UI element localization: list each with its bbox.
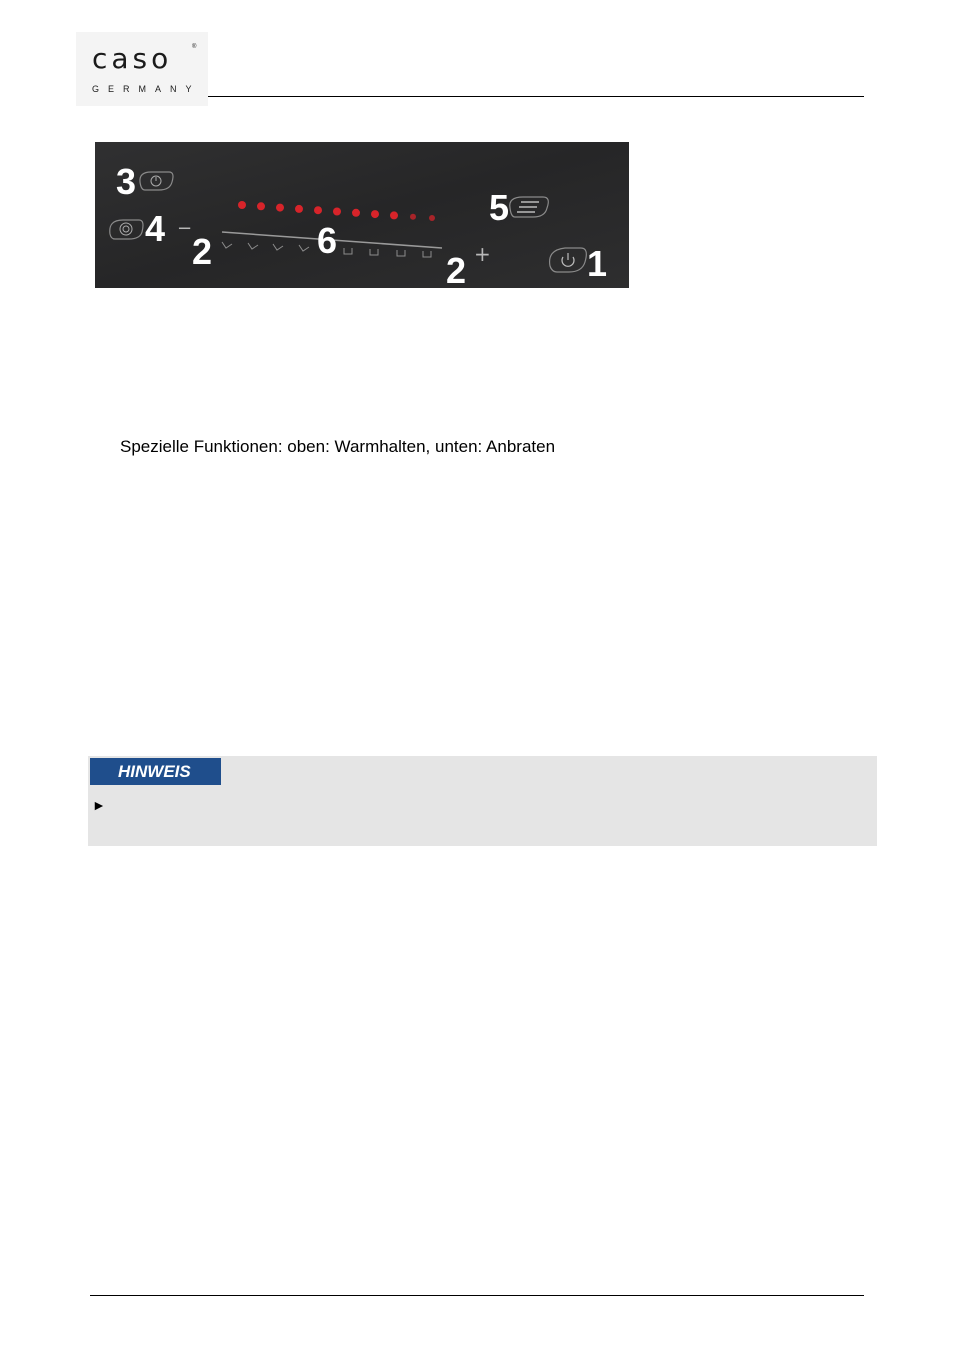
special-functions-line: [120, 437, 555, 457]
led-dot: [238, 201, 246, 209]
label-1: 1: [587, 243, 608, 284]
led-dot: [276, 204, 284, 212]
led-dot: [410, 214, 416, 220]
hinweis-badge-label: HINWEIS: [118, 762, 191, 781]
control-panel-image: [95, 142, 629, 288]
header-rule: [208, 96, 864, 97]
logo-subline: GERMANY: [92, 84, 201, 94]
led-dot: [390, 211, 398, 219]
footer-rule: [90, 1295, 864, 1296]
bullet-arrow-icon: ►: [92, 797, 106, 813]
label-4: 4: [145, 208, 166, 249]
label-2-left: 2: [192, 231, 213, 272]
special-functions-text: : oben: Warmhalten, unten: Anbraten: [277, 437, 556, 456]
hinweis-box: [88, 756, 877, 846]
led-dot: [314, 206, 322, 214]
label-3: 3: [116, 161, 137, 202]
minus-sign: −: [177, 218, 193, 239]
plus-sign: +: [474, 242, 491, 266]
logo-wordmark: caso: [92, 42, 173, 75]
special-functions-label: Spezielle Funktionen: [120, 437, 278, 456]
label-6: 6: [317, 220, 338, 261]
led-dot: [333, 208, 341, 216]
led-dot: [352, 209, 360, 217]
label-2-right: 2: [446, 250, 467, 288]
led-dot: [429, 215, 435, 221]
logo-registered-mark: ®: [192, 44, 197, 50]
caso-germany-logo: [76, 32, 208, 106]
led-dot: [371, 210, 379, 218]
led-dot: [295, 205, 303, 213]
label-5: 5: [489, 187, 510, 228]
control-panel-photo: [95, 142, 629, 288]
led-dot: [257, 202, 265, 210]
hinweis-badge: [90, 758, 221, 785]
